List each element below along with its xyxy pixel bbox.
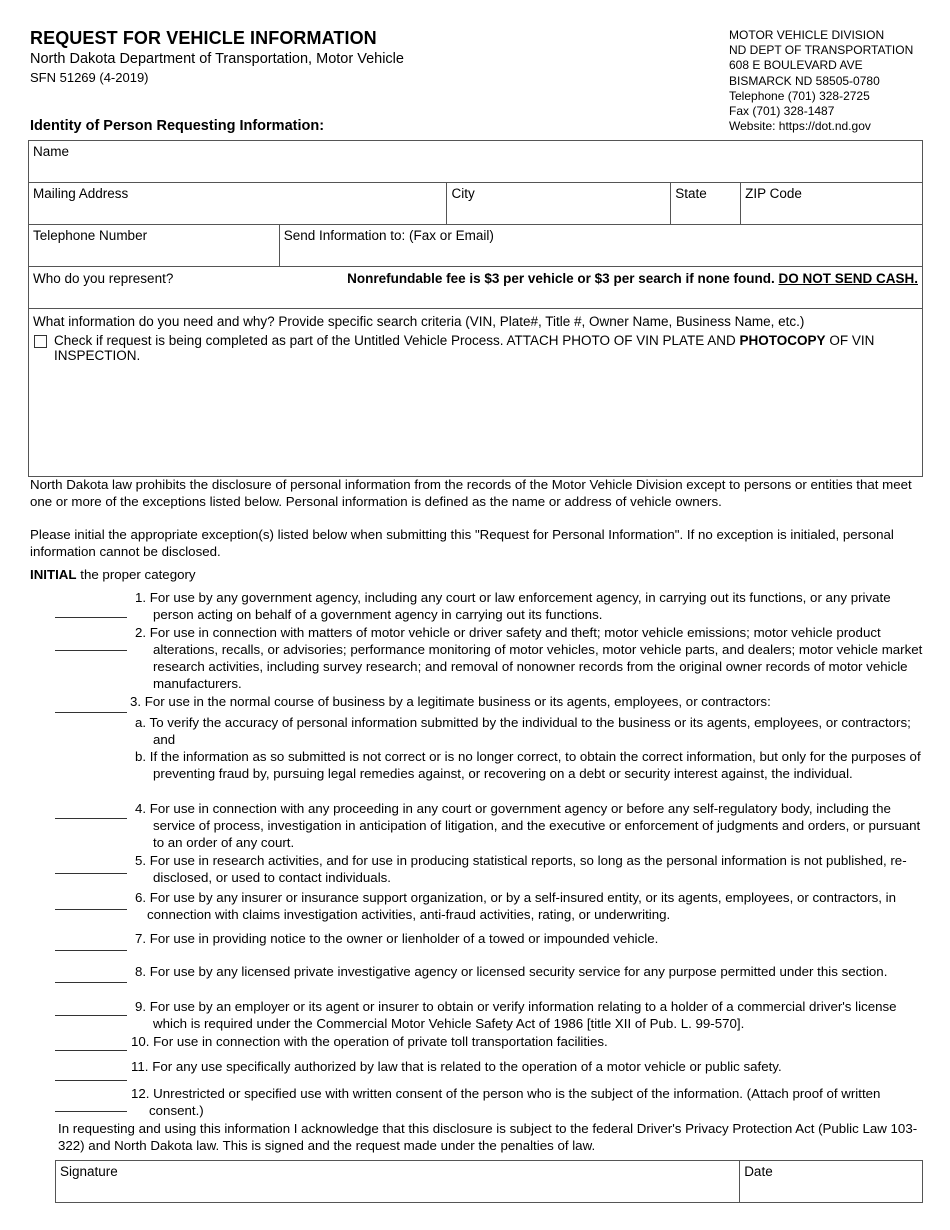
state-label: State [675, 186, 707, 201]
mailing-address-field[interactable] [29, 183, 447, 225]
initial-blank-11[interactable] [55, 1080, 127, 1081]
division-address-block [729, 28, 913, 134]
initial-blank-2[interactable] [55, 650, 127, 651]
division-line: MOTOR VEHICLE DIVISION [729, 28, 885, 42]
initial-label-bold: INITIAL [30, 567, 77, 582]
initial-blank-9[interactable] [55, 1015, 127, 1016]
name-label: Name [33, 144, 70, 159]
checkbox-text-part1: Check if request is being completed as part of the Untitled Vehicle Process. ATTACH PHOTO OF VIN PLATE AND [54, 333, 736, 348]
division-line: BISMARCK ND 58505-0780 [729, 73, 880, 88]
checkbox-text-part2: OF VIN INSPECTION. [54, 333, 875, 363]
telephone-field[interactable] [29, 225, 280, 267]
division-line: 608 E BOULEVARD AVE [729, 58, 863, 73]
initial-label [30, 566, 196, 583]
initial-blank-7[interactable] [55, 950, 127, 951]
initial-blank-3[interactable] [55, 712, 127, 713]
initial-blank-10[interactable] [55, 1050, 127, 1051]
info-request-field[interactable] [29, 309, 923, 477]
zip-field[interactable] [741, 183, 923, 225]
agency-name: North Dakota Department of Transportation, Motor Vehicle [30, 51, 404, 67]
division-fax: Fax (701) 328-1487 [729, 104, 835, 119]
exception-item-3a: a. To verify the accuracy of personal information submitted by the individual to the business or its agents, employees, or contractors; and [135, 715, 911, 747]
exception-item-11: 11. For any use specifically authorized by law that is related to the operation of a motor vehicle or public safety. [131, 1059, 782, 1074]
initial-blank-6[interactable] [55, 909, 127, 910]
division-line: ND DEPT OF TRANSPORTATION [729, 43, 914, 58]
exception-item-10: 10. For use in connection with the operation of private toll transportation facilities. [131, 1034, 608, 1049]
exception-item-3: 3. For use in the normal course of business by a legitimate business or its agents, employees, or contractors: [130, 694, 771, 709]
signature-table [55, 1160, 923, 1203]
name-field[interactable] [29, 141, 923, 183]
initial-blank-5[interactable] [55, 873, 127, 874]
checkbox-text-bold: PHOTOCOPY [739, 333, 826, 348]
exception-item-7: 7. For use in providing notice to the owner or lienholder of a towed or impounded vehicle. [135, 931, 659, 946]
send-to-field[interactable] [279, 225, 922, 267]
exception-item-1: 1. For use by any government agency, including any court or law enforcement agency, in carrying out its functions, or any private person acting on behalf of a government agency in carrying out its functions. [135, 590, 891, 622]
telephone-label: Telephone Number [33, 228, 148, 243]
info-question-label: What information do you need and why? Provide specific search criteria (VIN, Plate#, Title #, Owner Name, Business Name, etc.) [33, 314, 805, 329]
division-telephone: Telephone (701) 328-2725 [729, 88, 870, 103]
initial-blank-8[interactable] [55, 982, 127, 983]
form-title: REQUEST FOR VEHICLE INFORMATION [30, 28, 377, 48]
zip-label: ZIP Code [745, 186, 802, 201]
acknowledgement-paragraph: In requesting and using this information I acknowledge that this disclosure is subject to the federal Driver's Privacy Protection Act (Public Law 103-322) and North Dakota law. This is signed and the request made under the penalties of law. [58, 1121, 918, 1153]
initial-blank-1[interactable] [55, 617, 127, 618]
no-cash-warning: DO NOT SEND CASH. [778, 271, 918, 286]
exception-item-12: 12. Unrestricted or specified use with written consent of the person who is the subject of the information. (Attach proof of written consent.) [131, 1086, 881, 1118]
law-paragraph: North Dakota law prohibits the disclosure of personal information from the records of the Motor Vehicle Division except to persons or entities that meet one or more of the exceptions listed below. Personal information is defined as the name or address of vehicle owners. [30, 477, 912, 509]
exception-item-5: 5. For use in research activities, and for use in producing statistical reports, so long as the personal information is not published, re-disclosed, or used to contact individuals. [135, 853, 907, 885]
mailing-address-label: Mailing Address [33, 186, 129, 201]
form-number: SFN 51269 (4-2019) [30, 70, 149, 85]
initial-label-rest: the proper category [80, 567, 196, 582]
city-field[interactable] [447, 183, 671, 225]
division-website: Website: https://dot.nd.gov [729, 119, 871, 134]
exception-item-8: 8. For use by any licensed private investigative agency or licensed security service for any purpose permitted under this section. [135, 964, 888, 979]
send-to-label: Send Information to: (Fax or Email) [283, 228, 494, 243]
date-field[interactable] [740, 1161, 923, 1203]
signature-field[interactable] [56, 1161, 740, 1203]
requester-table [28, 140, 923, 477]
city-label: City [451, 186, 475, 201]
exception-item-9: 9. For use by an employer or its agent or insurer to obtain or verify information relating to a holder of a commercial driver's license which is required under the Commercial Motor Vehicle Safety Act of 1986 [title XII of Pub. L. 99-570]. [135, 999, 897, 1031]
represent-label: Who do you represent? [33, 271, 174, 286]
initial-blank-4[interactable] [55, 818, 127, 819]
signature-label: Signature [60, 1164, 118, 1179]
fee-text: Nonrefundable fee is $3 per vehicle or $3 per search if none found. [347, 271, 775, 286]
initial-paragraph: Please initial the appropriate exception(s) listed below when submitting this "Request for Personal Information". If no exception is initialed, personal information cannot be disclosed. [30, 527, 894, 559]
exception-item-6: 6. For use by any insurer or insurance support organization, or by a self-insured entity, or its agents, employees, or contractors, in connection with claims investigation activities, anti-fraud activities, rating, or underwriting. [135, 890, 896, 922]
exception-item-4: 4. For use in connection with any proceeding in any court or government agency or before any self-regulatory body, including the service of process, investigation in anticipation of litigation, and the executive or enforcement of judgments and orders, or pursuant to an order of any court. [135, 801, 921, 850]
exception-item-2: 2. For use in connection with matters of motor vehicle or driver safety and theft; motor vehicle emissions; motor vehicle product alterations, recalls, or advisories; performance monitoring of motor vehicles, motor vehicle parts, and dealers; motor vehicle market research activities, including survey research; and removal of nonowner records from the original owner records of motor vehicle manufacturers. [135, 625, 923, 691]
fee-notice [347, 271, 918, 286]
untitled-vehicle-text [54, 333, 918, 363]
untitled-vehicle-checkbox[interactable] [34, 335, 47, 348]
exception-item-3b: b. If the information as so submitted is not correct or is no longer correct, to obtain the correct information, but only for the purposes of preventing fraud by, pursuing legal remedies against, or recovering on a debt or security interest against, the individual. [135, 749, 921, 781]
represent-field[interactable] [29, 267, 923, 309]
identity-heading: Identity of Person Requesting Information: [30, 118, 325, 134]
state-field[interactable] [671, 183, 741, 225]
date-label: Date [744, 1164, 773, 1179]
initial-blank-12[interactable] [55, 1111, 127, 1112]
